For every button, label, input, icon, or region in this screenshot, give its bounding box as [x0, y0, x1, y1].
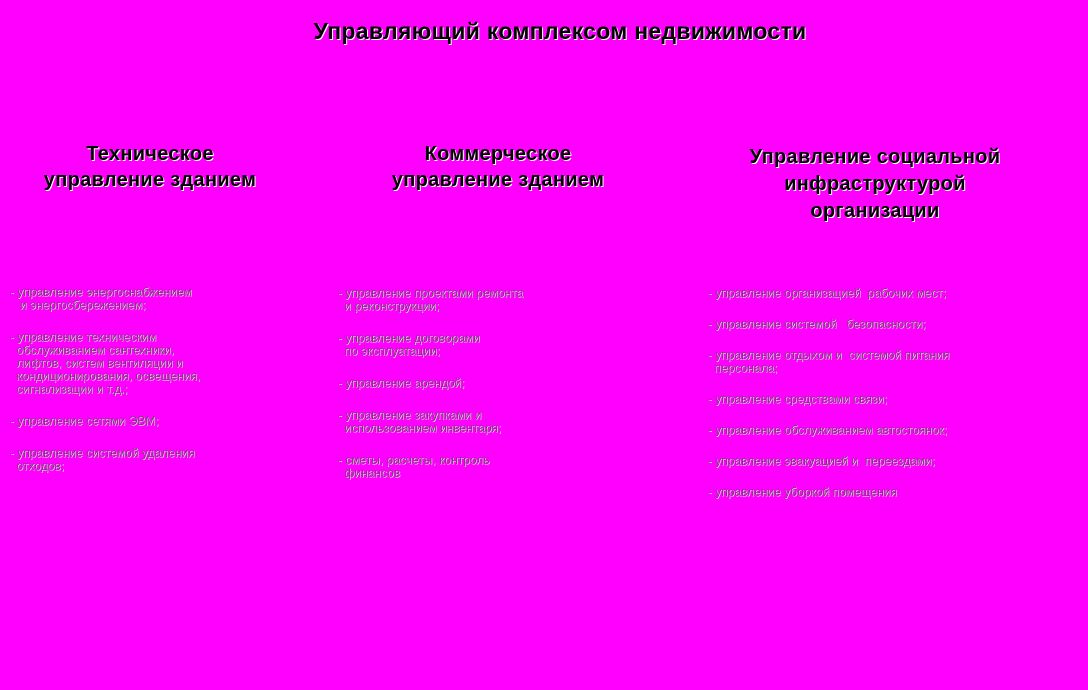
column-title-social: [700, 144, 1050, 225]
list-item: - сметы, расчеты, контроль финансов: [338, 453, 490, 480]
list-item: - управление обслуживанием автостоянок;: [708, 423, 948, 437]
list-item: - управление проектами ремонта и реконструкции;: [338, 286, 524, 313]
column-title-line: управление зданием: [391, 169, 605, 191]
commercial-items-list: [338, 287, 523, 499]
list-item: - управление энергоснабжением и энергосбережением;: [10, 285, 193, 312]
page-title: Управляющий комплексом недвижимости: [313, 18, 807, 44]
list-item: - управление закупками и использованием инвентаря;: [338, 408, 502, 435]
column-title-line: организации: [810, 200, 940, 222]
list-item: - управление уборкой помещения: [708, 485, 898, 499]
column-title-line: Техническое: [86, 143, 214, 165]
column-title-technical: [0, 141, 300, 193]
social-items-list: [708, 287, 950, 517]
list-item: - управление договорами по эксплуатации;: [338, 331, 480, 358]
list-item: - управление системой удаления отходов;: [10, 446, 195, 473]
column-title-line: инфраструктурой: [784, 173, 966, 195]
column-title-line: Коммерческое: [424, 143, 572, 165]
list-item: - управление сетями ЭВМ;: [10, 414, 159, 428]
list-item: - управление системой безопасности;: [708, 317, 926, 331]
list-item: - управление организацией рабочих мест;: [708, 286, 947, 300]
column-title-line: Управление социальной: [749, 146, 1001, 168]
technical-items-list: [10, 286, 201, 492]
column-title-line: управление зданием: [43, 169, 257, 191]
list-item: - управление эвакуацией и переездами;: [708, 454, 936, 468]
list-item: - управление средствами связи;: [708, 392, 888, 406]
column-title-commercial: [348, 141, 648, 193]
list-item: - управление техническим обслуживанием сантехники, лифтов, систем вентиляции и кондиционирования, освещения, сигнализации и т.д.;: [10, 330, 201, 396]
list-item: - управление арендой;: [338, 376, 465, 390]
list-item: - управление отдыхом и системой питания персонала;: [708, 348, 950, 375]
